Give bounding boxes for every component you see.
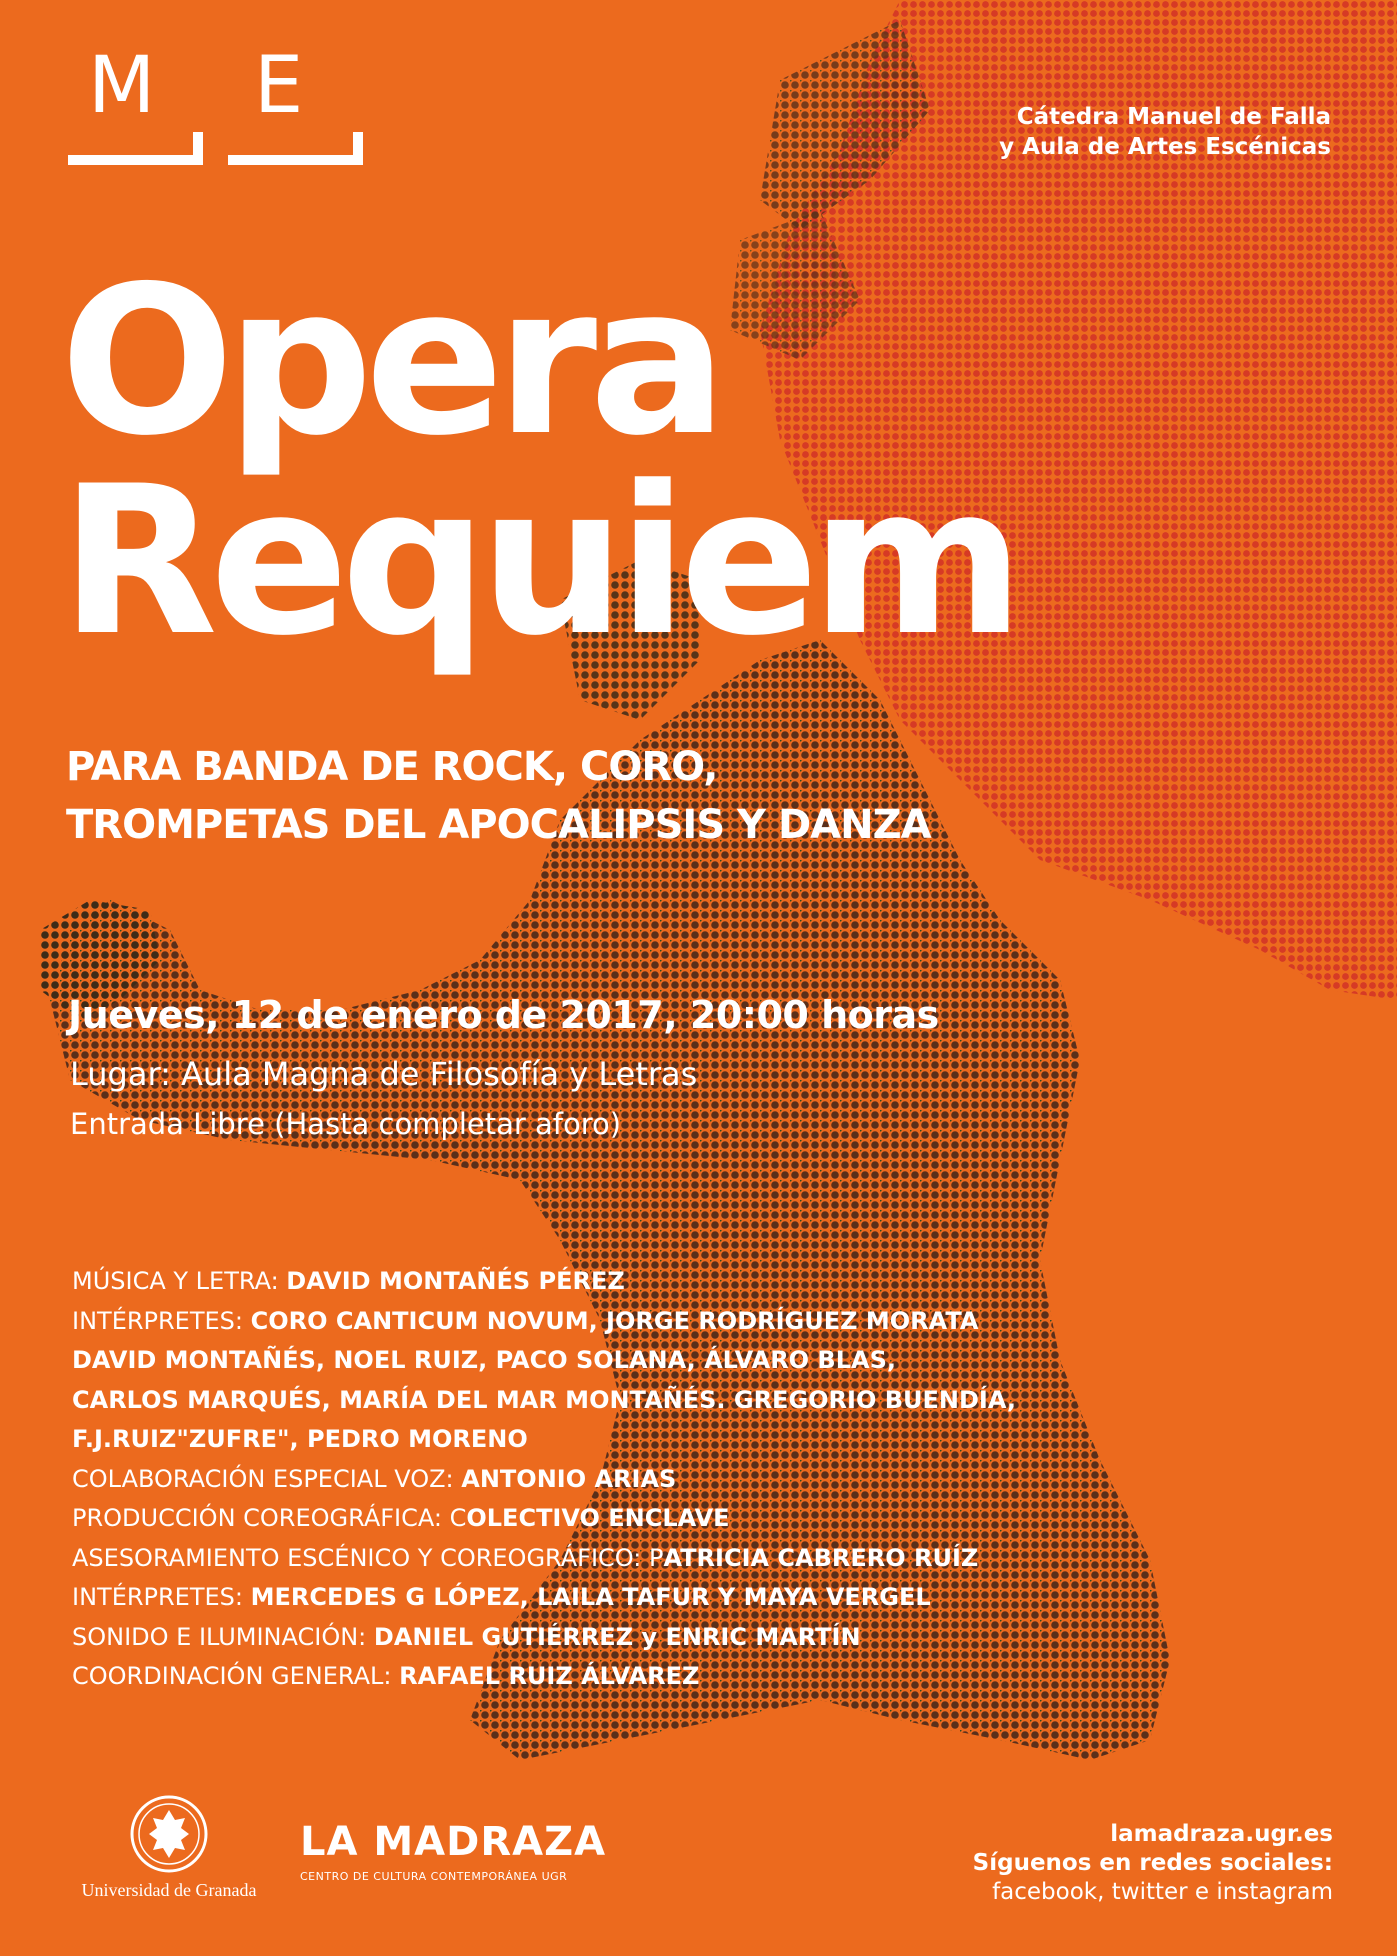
credit-row — [72, 1262, 1016, 1302]
social-label: Síguenos en redes sociales: — [972, 1850, 1333, 1876]
poster-title — [60, 243, 1017, 681]
credit-row — [72, 1539, 1016, 1579]
credit-row — [72, 1381, 1016, 1421]
credit-value: ATRICIA CABRERO RUÍZ — [663, 1543, 979, 1572]
contact-info — [973, 1820, 1333, 1907]
madraza-subtitle: CENTRO DE CULTURA CONTEMPORÁNEA UGR — [300, 1870, 568, 1883]
logo-letter-m: M — [88, 42, 156, 131]
credit-row — [72, 1341, 1016, 1381]
event-place: Lugar: Aula Magna de Filosofía y Letras — [70, 1055, 698, 1093]
university-seal-icon — [129, 1794, 209, 1874]
university-name: Universidad de Granada — [81, 1880, 257, 1900]
credit-row — [72, 1618, 1016, 1658]
credit-value: DAVID MONTAÑÉS PÉREZ — [286, 1267, 625, 1295]
title-line-2: Requiem — [60, 443, 1017, 681]
credit-label: COORDINACIÓN GENERAL: — [72, 1662, 400, 1690]
credit-label: INTÉRPRETES: — [72, 1583, 251, 1611]
credit-row — [72, 1578, 1016, 1618]
logo-letter-e: E — [254, 42, 304, 131]
event-date: Jueves, 12 de enero de 2017, 20:00 horas — [68, 993, 939, 1037]
credit-value: MERCEDES G LÓPEZ, LAILA TAFUR Y MAYA VERGEL — [250, 1583, 931, 1611]
website-link[interactable]: lamadraza.ugr.es — [1110, 1821, 1333, 1847]
credit-label: ASESORAMIENTO ESCÉNICO Y COREOGRÁFICO: P — [72, 1543, 664, 1572]
madraza-logo — [300, 1819, 607, 1883]
credit-row — [72, 1657, 1016, 1697]
credit-value: ANTONIO ARIAS — [461, 1464, 677, 1493]
organizer — [999, 102, 1331, 162]
credit-value: DANIEL GUTIÉRREZ y ENRIC MARTÍN — [373, 1622, 861, 1651]
subtitle-line-2: TROMPETAS DEL APOCALIPSIS Y DANZA — [66, 802, 931, 848]
credit-label: COLABORACIÓN ESPECIAL VOZ: — [72, 1464, 462, 1493]
me-logo — [68, 42, 368, 170]
credit-row — [72, 1499, 1016, 1539]
credit-row — [72, 1420, 1016, 1460]
madraza-name: LA MADRAZA — [300, 1819, 607, 1865]
credit-value: F.J.RUIZ"ZUFRE", PEDRO MORENO — [72, 1425, 528, 1453]
organizer-line-1: Cátedra Manuel de Falla — [1016, 104, 1331, 130]
credit-label: INTÉRPRETES: — [72, 1306, 251, 1335]
credit-value: CARLOS MARQUÉS, MARÍA DEL MAR MONTAÑÉS. GREGORIO BUENDÍA, — [72, 1385, 1016, 1414]
social-list: facebook, twitter e instagram — [992, 1879, 1333, 1905]
credits-list — [72, 1262, 1016, 1697]
credit-label: PRODUCCIÓN COREOGRÁFICA: C — [72, 1504, 467, 1532]
credit-value: CORO CANTICUM NOVUM, JORGE RODRÍGUEZ MORATA — [250, 1306, 979, 1335]
credit-value: RAFAEL RUIZ ÁLVAREZ — [399, 1662, 700, 1690]
credit-value: DAVID MONTAÑÉS, NOEL RUIZ, PACO SOLANA, ÁLVARO BLAS, — [72, 1346, 896, 1374]
credit-label: MÚSICA Y LETRA: — [72, 1267, 287, 1295]
event-entry: Entrada Libre (Hasta completar aforo) — [70, 1107, 622, 1141]
subtitle-line-1: PARA BANDA DE ROCK, CORO, — [66, 744, 718, 790]
title-line-1: Opera — [60, 243, 720, 481]
university-logo — [66, 1794, 272, 1901]
credit-label: SONIDO E ILUMINACIÓN: — [72, 1622, 374, 1651]
credit-row — [72, 1460, 1016, 1500]
poster-subtitle — [66, 738, 931, 854]
credit-value: OLECTIVO ENCLAVE — [466, 1504, 730, 1532]
organizer-line-2: y Aula de Artes Escénicas — [999, 134, 1331, 160]
credit-row — [72, 1302, 1016, 1342]
